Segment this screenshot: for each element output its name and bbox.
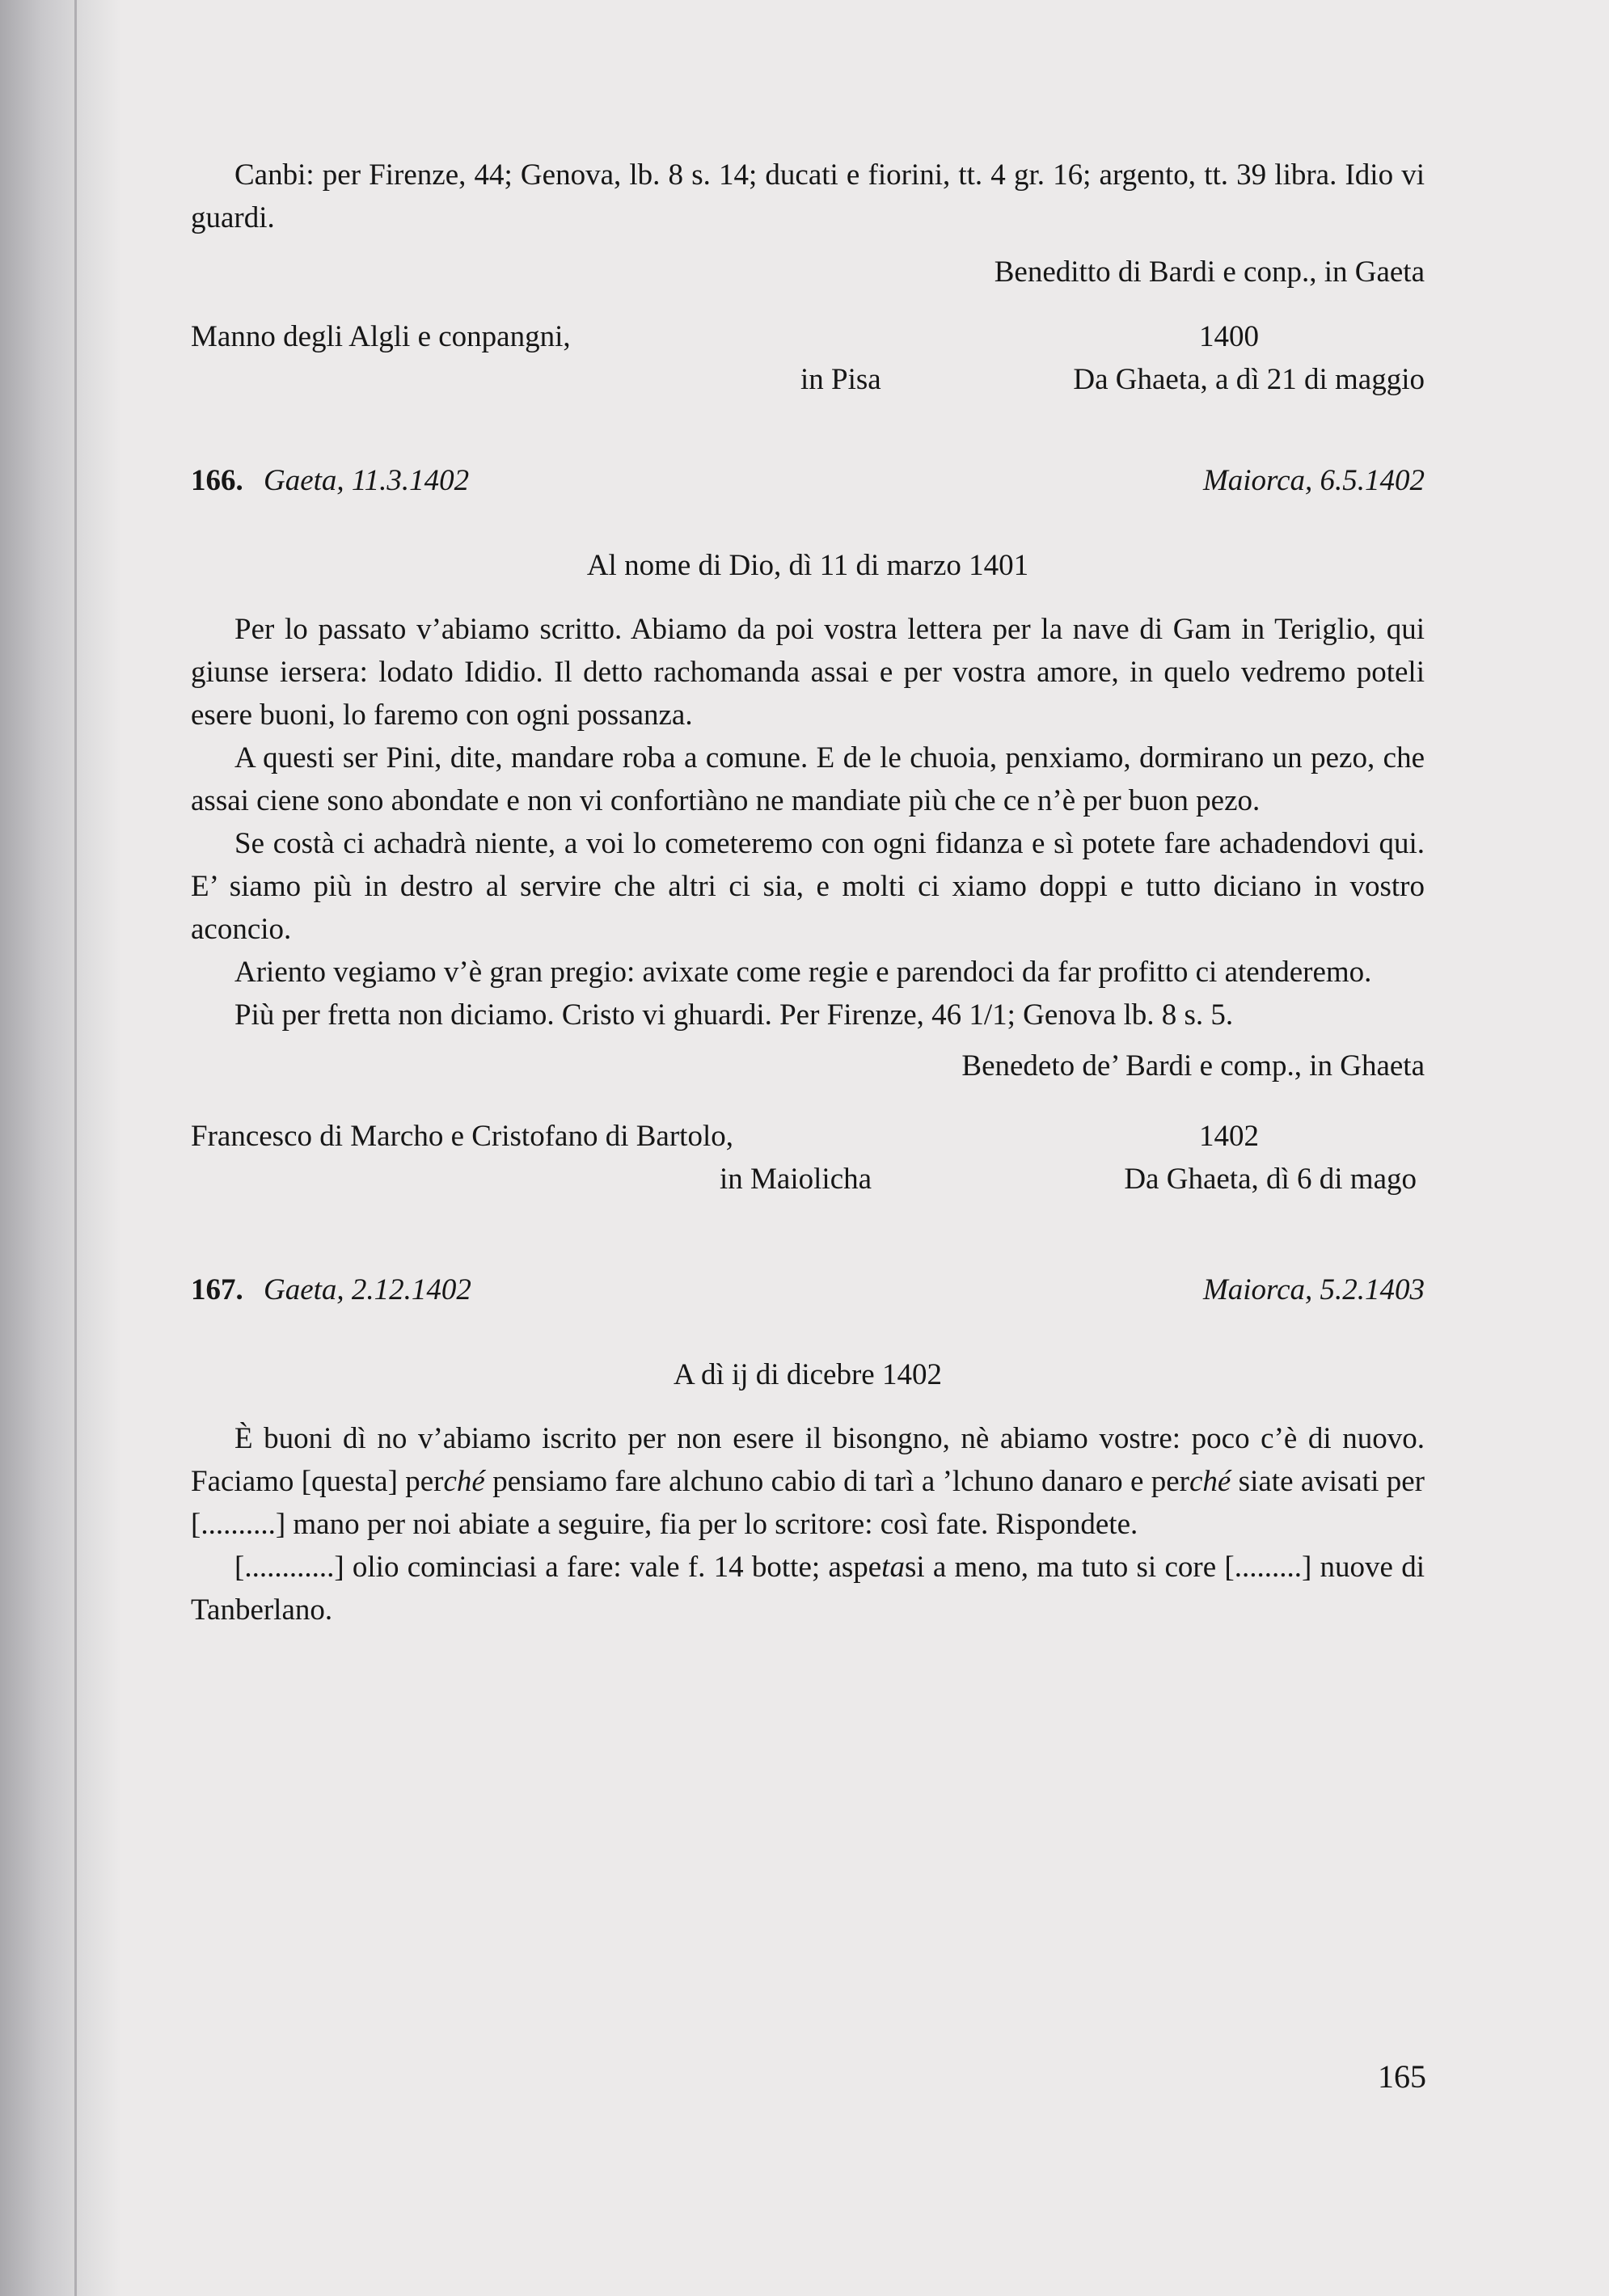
- letter-166-paragraph: Ariento vegiamo v’è gran pregio: avixate come regie e parendoci da far profitto ci atenderemo.: [234, 956, 1372, 989]
- addressee-top: Manno degli Algli e conpangni,: [191, 320, 571, 353]
- year-top: 1400: [1199, 320, 1259, 353]
- letter-166-paragraph: A questi ser Pini, dite, mandare roba a comune. E de le chuoia, penxiamo, dormirano un pezo, che assai ciene sono abondate e non vi confortiàno ne mandiate più che ce n’è per buon pezo.: [191, 741, 1425, 817]
- letter-166-to: Maiorca, 6.5.1402: [1202, 464, 1425, 497]
- letter-166-paragraph: Se costà ci achadrà niente, a voi lo cometeremo con ogni fidanza e sì potete fare achadendovi qui. E’ siamo più in destro al servire che altri ci sia, e molti ci xiamo doppi e tutto diciano in vostro aconcio.: [191, 827, 1425, 946]
- letter-166-meta: [191, 459, 469, 502]
- letter-166-paragraph: Per lo passato v’abiamo scritto. Abiamo da poi vostra lettera per la nave di Gam in Teriglio, qui giunse iersera: lodato Ididio. Il detto rachomanda assai e per vostra amore, in quelo vedremo poteli esere buoni, lo faremo con ogni possanza.: [191, 613, 1425, 732]
- book-gutter-line: [74, 0, 77, 2296]
- letter-166-salutation: Al nome di Dio, dì 11 di marzo 1401: [586, 549, 1029, 582]
- letter-167-to: Maiorca, 5.2.1403: [1202, 1273, 1425, 1306]
- text-run: siate avisati per [..........] mano per noi abiate a seguire, fia per lo scritore: così fate. Rispondete.: [191, 1465, 1425, 1541]
- letter-166-year: 1402: [1199, 1120, 1259, 1153]
- signature-top: Beneditto di Bardi e conp., in Gaeta: [994, 255, 1425, 289]
- letter-166-paragraph: Più per fretta non diciamo. Cristo vi ghuardi. Per Firenze, 46 1/1; Genova lb. 8 s. 5.: [234, 998, 1234, 1032]
- letter-166-dated: Da Ghaeta, dì 6 di mago: [1124, 1163, 1417, 1196]
- closing-paragraph: Canbi: per Firenze, 44; Genova, lb. 8 s. 14; ducati e fiorini, tt. 4 gr. 16; argento, tt. 39 libra. Idio vi guardi.: [191, 158, 1425, 234]
- book-gutter-shadow: [0, 0, 121, 2296]
- italic-expansion: ta: [881, 1551, 905, 1584]
- letter-167-paragraph: [191, 1417, 1425, 1546]
- letter-166-from: Gaeta, 11.3.1402: [264, 464, 470, 497]
- letter-167-body: [191, 1417, 1425, 1631]
- letter-167-header: [191, 1268, 1425, 1311]
- letter-166-address: [191, 1115, 1425, 1201]
- letter-166-addressee-place: in Maiolicha: [720, 1163, 872, 1196]
- letter-167-paragraph: [191, 1546, 1425, 1631]
- page-body: [191, 154, 1425, 1631]
- letter-167-salutation: A dì ij di dicebre 1402: [674, 1358, 942, 1391]
- addressee-place-top: in Pisa: [800, 363, 881, 396]
- letter-167-meta: [191, 1268, 471, 1311]
- letter-167-from: Gaeta, 2.12.1402: [264, 1273, 471, 1306]
- page-number: 165: [1378, 2058, 1426, 2095]
- text-run: pensiamo fare alchuno cabio di tarì a ’lchuno danaro e per: [484, 1465, 1189, 1498]
- text-run: si a meno, ma tuto si core [.........] nuove di Tanberlano.: [191, 1551, 1425, 1627]
- letter-166-signature: Benedeto de’ Bardi e comp., in Ghaeta: [961, 1049, 1425, 1083]
- letter-166-addressee: Francesco di Marcho e Cristofano di Bartolo,: [191, 1120, 733, 1153]
- italic-expansion: ché: [443, 1465, 485, 1498]
- letter-167-number: 167.: [191, 1273, 243, 1306]
- letter-166-header: [191, 459, 1425, 502]
- italic-expansion: ché: [1189, 1465, 1231, 1498]
- text-run: È buoni dì no v’abiamo iscrito per non esere il bisongno, nè abiamo vostre: poco c’è di nuovo. Faciamo [questa] per: [191, 1422, 1425, 1498]
- dated-top: Da Ghaeta, a dì 21 di maggio: [1073, 363, 1425, 396]
- text-run: [............] olio cominciasi a fare: vale f. 14 botte; aspe: [234, 1551, 882, 1584]
- address-block-top: [191, 315, 1425, 401]
- letter-166-body: [191, 608, 1425, 1036]
- letter-166-number: 166.: [191, 464, 243, 497]
